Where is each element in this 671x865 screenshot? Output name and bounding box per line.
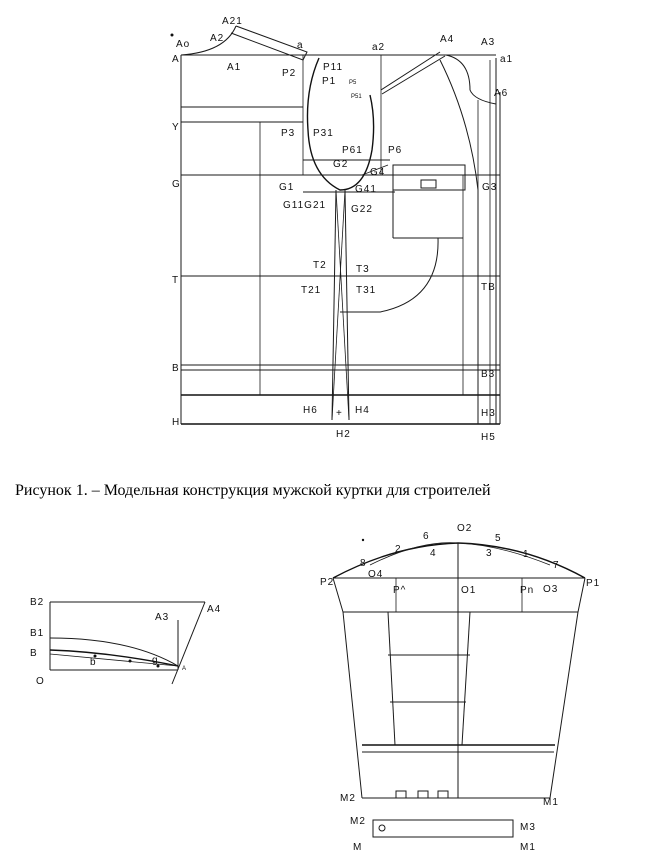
label-G1: G1 bbox=[279, 182, 295, 193]
label-T31: T31 bbox=[356, 285, 377, 296]
pocket-button bbox=[421, 180, 436, 188]
front-shoulder-line-2 bbox=[382, 56, 445, 94]
label-G22: G22 bbox=[351, 204, 373, 215]
sleeve-pleat-3 bbox=[438, 791, 448, 798]
sleeve-pleat-1 bbox=[396, 791, 406, 798]
label-sleeve-P2: P2 bbox=[320, 577, 335, 588]
sleeve-inner-right bbox=[462, 612, 470, 745]
cuff-button-icon bbox=[379, 825, 385, 831]
label-G4: G4 bbox=[370, 167, 386, 178]
label-collar-O: O bbox=[36, 676, 45, 687]
label-G11G21: G11G21 bbox=[283, 200, 327, 211]
label-sleeve-M2: M2 bbox=[340, 793, 356, 804]
label-Ao: Ao bbox=[176, 39, 191, 50]
label-P5: P5 bbox=[349, 80, 357, 86]
label-P1: P1 bbox=[322, 76, 337, 87]
label-sleeve-1: 1 bbox=[523, 549, 530, 560]
figure-caption: Рисунок 1. – Модельная конструкция мужской куртки для строителей bbox=[15, 482, 491, 499]
label-H3: H3 bbox=[481, 408, 496, 419]
label-B: B bbox=[172, 363, 180, 374]
label-A21: A21 bbox=[222, 16, 243, 27]
label-G41: G41 bbox=[355, 184, 377, 195]
label-a1: a1 bbox=[500, 54, 514, 65]
collar-draft bbox=[30, 597, 221, 687]
label-collar-A: A bbox=[182, 666, 187, 672]
sleeve-inner-left bbox=[388, 612, 395, 745]
front-neck-curve bbox=[446, 55, 496, 104]
label-A3: A3 bbox=[481, 37, 496, 48]
label-collar-B1: B1 bbox=[30, 628, 45, 639]
label-P3: P3 bbox=[281, 128, 296, 139]
label-cuff-M: M bbox=[353, 842, 363, 853]
label-H: H bbox=[172, 417, 181, 428]
label-collar-b: b bbox=[90, 657, 97, 668]
front-edge-curve bbox=[440, 60, 478, 424]
label-H5: H5 bbox=[481, 432, 496, 443]
label-A1: A1 bbox=[227, 62, 242, 73]
label-P11: P11 bbox=[323, 62, 344, 73]
label-A4: A4 bbox=[440, 34, 455, 45]
label-T: T bbox=[172, 275, 180, 286]
label-P2: P2 bbox=[282, 68, 297, 79]
label-sleeve-7: 7 bbox=[553, 560, 560, 571]
label-T2: T2 bbox=[313, 260, 327, 271]
label-Y: Y bbox=[172, 122, 180, 133]
label-T21: T21 bbox=[301, 285, 322, 296]
sleeve-left-top bbox=[333, 578, 343, 612]
sleeve-right-top bbox=[578, 578, 585, 612]
label-A: A bbox=[172, 54, 180, 65]
pocket-flap bbox=[393, 165, 465, 190]
label-cuff-M2: M2 bbox=[350, 816, 366, 827]
label-P61: P61 bbox=[342, 145, 363, 156]
label-G2: G2 bbox=[333, 159, 349, 170]
label-H2: H2 bbox=[336, 429, 351, 440]
armhole-curve bbox=[307, 58, 373, 190]
label-sleeve-P-hat: P^ bbox=[393, 585, 407, 596]
label-P6: P6 bbox=[388, 145, 403, 156]
label-H2-plus: + bbox=[336, 408, 343, 419]
label-sleeve-O1: O1 bbox=[461, 585, 477, 596]
label-collar-g: g bbox=[152, 655, 159, 666]
label-sleeve-5: 5 bbox=[495, 533, 502, 544]
front-lower-curve bbox=[340, 238, 438, 312]
label-sleeve-O3: O3 bbox=[543, 584, 559, 595]
label-T3: T3 bbox=[356, 264, 370, 275]
label-sleeve-8: 8 bbox=[360, 558, 367, 569]
label-sleeve-O2: O2 bbox=[457, 523, 473, 534]
label-collar-B2: B2 bbox=[30, 597, 45, 608]
front-back-draft bbox=[171, 16, 514, 443]
collar-slant-A4 bbox=[172, 602, 205, 684]
label-cuff-M3: M3 bbox=[520, 822, 536, 833]
label-sleeve-6: 6 bbox=[423, 531, 430, 542]
label-collar-A4: A4 bbox=[207, 604, 222, 615]
label-P31: P31 bbox=[313, 128, 334, 139]
label-G: G bbox=[172, 179, 181, 190]
label-sleeve-P1: P1 bbox=[586, 578, 601, 589]
label-collar-A3: A3 bbox=[155, 612, 170, 623]
cuff-strip bbox=[373, 820, 513, 837]
label-a: a bbox=[297, 40, 304, 51]
sleeve-pleat-2 bbox=[418, 791, 428, 798]
label-H6: H6 bbox=[303, 405, 318, 416]
label-sleeve-4: 4 bbox=[430, 548, 437, 559]
collar-curve-B bbox=[50, 650, 178, 666]
label-A2: A2 bbox=[210, 33, 225, 44]
label-TB: TB bbox=[481, 282, 496, 293]
label-a2: a2 bbox=[372, 42, 386, 53]
label-sleeve-2: 2 bbox=[395, 544, 402, 555]
label-collar-B: B bbox=[30, 648, 38, 659]
sleeve-left-side bbox=[343, 612, 362, 798]
front-shoulder-line bbox=[381, 52, 440, 90]
label-H4: H4 bbox=[355, 405, 370, 416]
label-B3: B3 bbox=[481, 369, 496, 380]
sleeve-marker-dot bbox=[362, 539, 364, 541]
label-G3: G3 bbox=[482, 182, 498, 193]
label-sleeve-Pn: Pn bbox=[520, 585, 535, 596]
label-sleeve-3: 3 bbox=[486, 548, 493, 559]
label-sleeve-O4: O4 bbox=[368, 569, 384, 580]
label-A6: A6 bbox=[494, 88, 509, 99]
sleeve-right-side bbox=[550, 612, 578, 798]
label-P51: P51 bbox=[351, 94, 362, 100]
collar-point-mid bbox=[129, 660, 132, 663]
sleeve-draft bbox=[320, 523, 600, 853]
marker-dot bbox=[171, 34, 174, 37]
label-sleeve-M1: M1 bbox=[543, 797, 559, 808]
label-cuff-M1: M1 bbox=[520, 842, 536, 853]
